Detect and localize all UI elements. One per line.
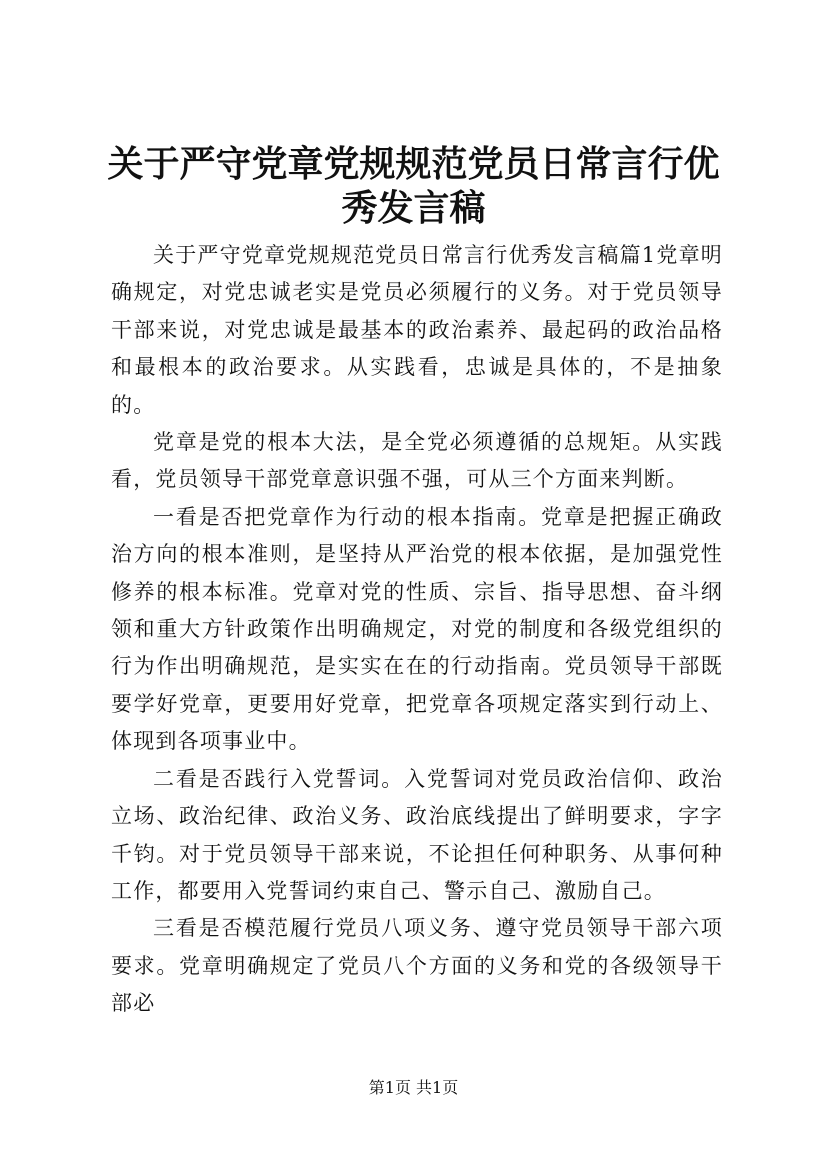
- paragraph-1: 关于严守党章党规规范党员日常言行优秀发言稿篇1党章明确规定，对党忠诚老实是党员必须履行的义务。对于党员领导干部来说，对党忠诚是最基本的政治素养、最起码的政治品格和最根本的政治要求。从实践看，忠诚是具体的，不是抽象的。: [111, 243, 723, 417]
- paragraph-4: 二看是否践行入党誓词。入党誓词对党员政治信仰、政治立场、政治纪律、政治义务、政治底线提出了鲜明要求，字字千钧。对于党员领导干部来说，不论担任何种职务、从事何种工作，都要用入党誓词约束自己、警示自己、激励自己。: [111, 766, 723, 903]
- paragraph-2: 党章是党的根本大法，是全党必须遵循的总规矩。从实践看，党员领导干部党章意识强不强，可从三个方面来判断。: [111, 430, 723, 492]
- paragraph-5: 三看是否模范履行党员八项义务、遵守党员领导干部六项要求。党章明确规定了党员八个方面的义务和党的各级领导干部必: [111, 916, 723, 1016]
- paragraph-3: 一看是否把党章作为行动的根本指南。党章是把握正确政治方向的根本准则，是坚持从严治党的根本依据，是加强党性修养的根本标准。党章对党的性质、宗旨、指导思想、奋斗纲领和重大方针政策作出明确规定，对党的制度和各级党组织的行为作出明确规范，是实实在在的行动指南。党员领导干部既要学好党章，更要用好党章，把党章各项规定落实到行动上、体现到各项事业中。: [111, 504, 723, 754]
- document-title: 关于严守党章党规规范党员日常言行优秀发言稿: [107, 143, 720, 229]
- page-footer: 第1页 共1页: [368, 1078, 459, 1097]
- document-body: [111, 237, 723, 1023]
